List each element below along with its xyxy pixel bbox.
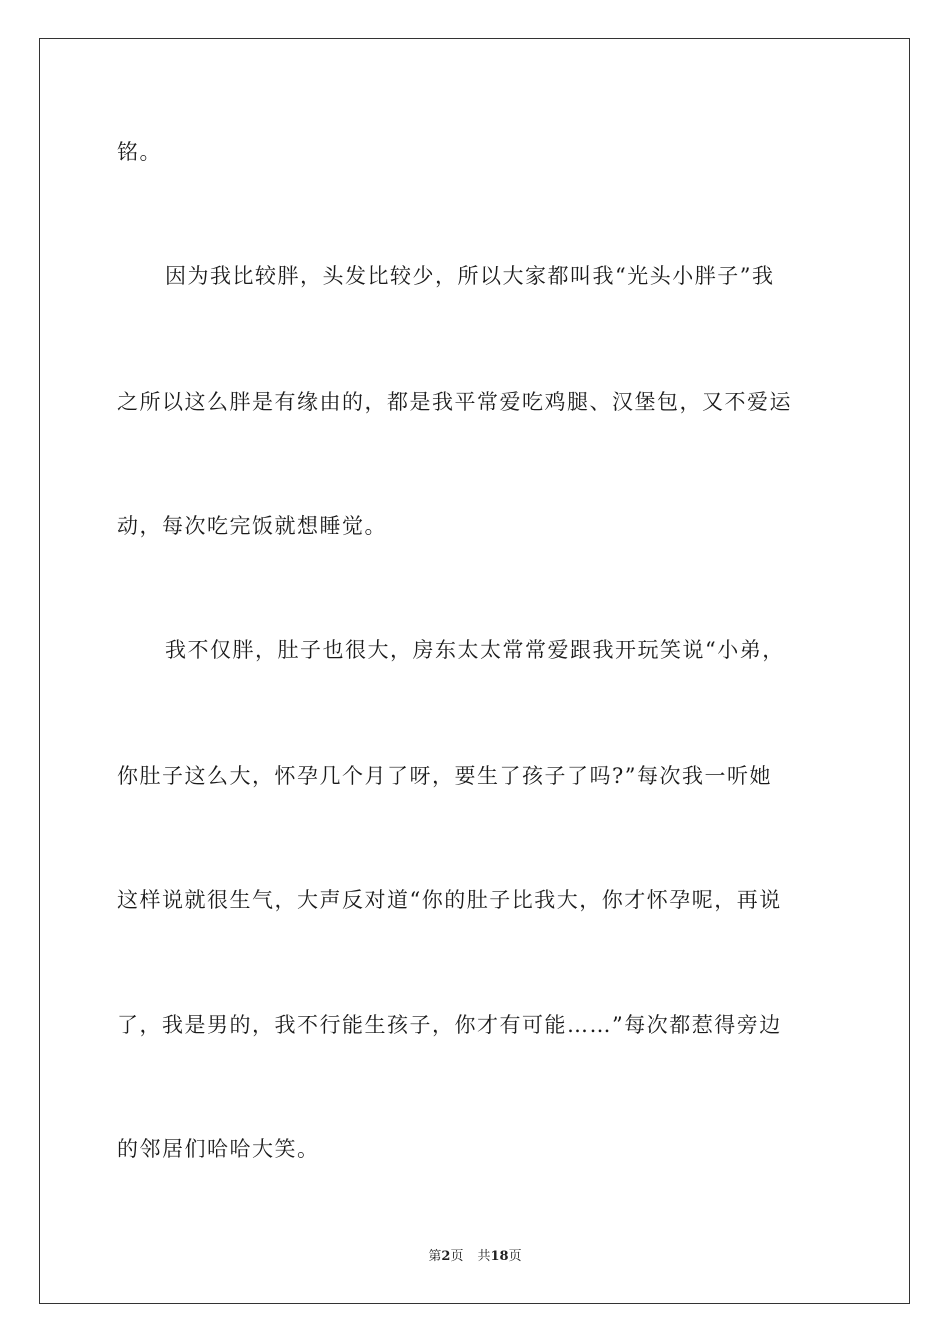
page-number-label: 第2页 xyxy=(428,1249,464,1264)
page-footer xyxy=(0,1248,950,1266)
paragraph-2-line-2: 你肚子这么大，怀孕几个月了呀，要生了孩子了吗?”每次我一听她 xyxy=(117,764,772,788)
text-line-1: 铭。 xyxy=(117,140,162,164)
paragraph-1-line-3: 动，每次吃完饭就想睡觉。 xyxy=(117,514,387,538)
paragraph-1-line-1: 因为我比较胖，头发比较少，所以大家都叫我“光头小胖子”我 xyxy=(165,264,775,288)
paragraph-1-line-2: 之所以这么胖是有缘由的，都是我平常爱吃鸡腿、汉堡包，又不爱运 xyxy=(117,390,792,414)
paragraph-2-line-4: 了，我是男的，我不行能生孩子，你才有可能……”每次都惹得旁边 xyxy=(117,1013,782,1037)
total-pages-label: 共18页 xyxy=(477,1249,522,1264)
page-frame xyxy=(39,38,910,1304)
paragraph-2-line-3: 这样说就很生气，大声反对道“你的肚子比我大，你才怀孕呢，再说 xyxy=(117,888,782,912)
paragraph-2-line-1: 我不仅胖，肚子也很大，房东太太常常爱跟我开玩笑说“小弟， xyxy=(165,638,785,662)
paragraph-2-line-5: 的邻居们哈哈大笑。 xyxy=(117,1137,320,1161)
